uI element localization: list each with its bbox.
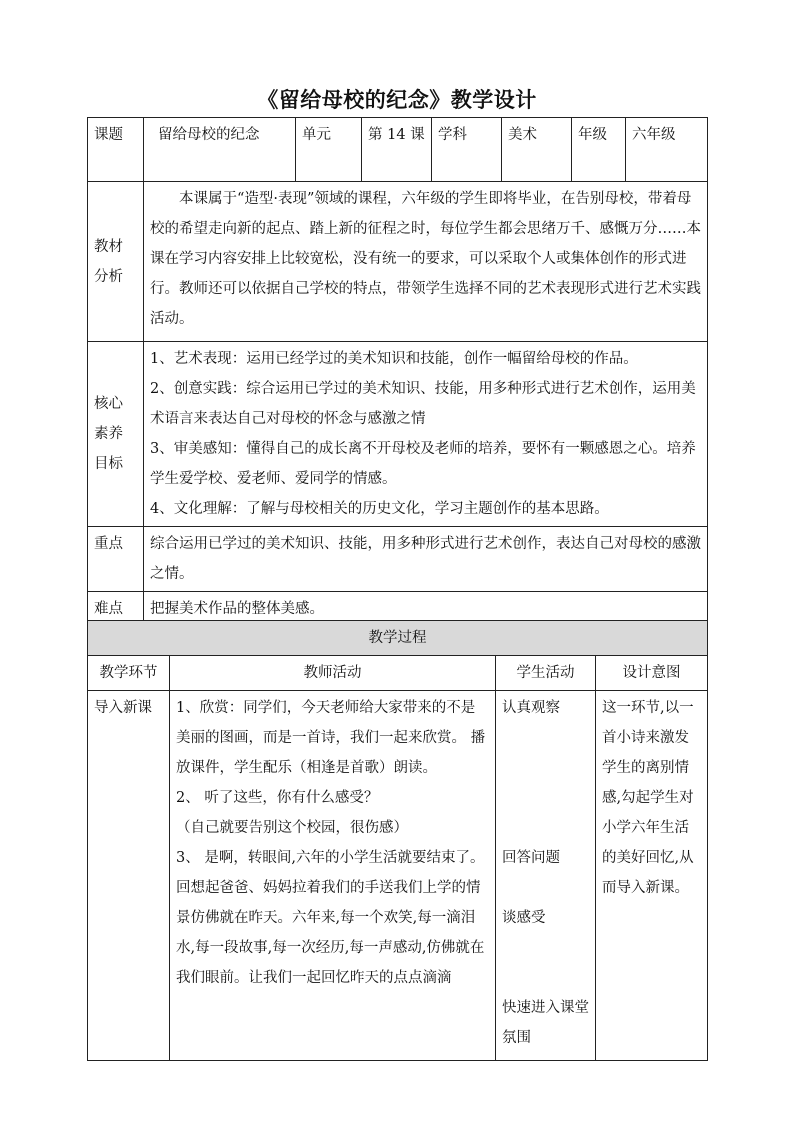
student-activity-2: 回答问题 xyxy=(502,850,560,866)
unit-label: 单元 xyxy=(296,118,362,182)
teacher-step-2-answer: （自己就要告别这个校园，很伤感） xyxy=(176,820,408,836)
teacher-step-2: 2、 听了这些，你有什么感受？ xyxy=(176,790,379,806)
col-intent: 设计意图 xyxy=(596,656,708,691)
document-title: 《留给母校的纪念》教学设计 xyxy=(257,87,537,112)
info-table xyxy=(87,117,708,627)
student-cell xyxy=(496,691,596,1061)
core-item-3: 3、审美感知：懂得自己的成长离不开母校及老师的培养，要怀有一颗感恩之心。培养学生爱学校、爱老师、爱同学的情感。 xyxy=(150,441,696,487)
difficulty-label: 难点 xyxy=(88,592,144,627)
process-title-row xyxy=(88,621,708,656)
header-row xyxy=(88,118,708,182)
teacher-step-3: 3、 是啊，转眼间,六年的小学生活就要结束了。回想起爸爸、妈妈拉着我们的手送我们上学的情景仿佛就在昨天。六年来,每一个欢笑,每一滴泪水,每一段故事,每一次经历,每一声感动,仿佛就在我们眼前。让我们一起回忆昨天的点点滴滴 xyxy=(176,850,485,986)
analysis-label: 教材分析 xyxy=(88,182,144,342)
intent-cell: 这一环节,以一首小诗来激发学生的离别情感,勾起学生对小学六年生活的美好回忆,从而导入新课。 xyxy=(596,691,708,1061)
process-row xyxy=(88,691,708,1061)
teacher-cell xyxy=(170,691,496,1061)
core-items xyxy=(144,342,708,527)
col-stage: 教学环节 xyxy=(88,656,170,691)
core-item-4: 4、文化理解：了解与母校相关的历史文化，学习主题创作的基本思路。 xyxy=(150,501,609,517)
process-title: 教学过程 xyxy=(88,621,708,656)
grade-label: 年级 xyxy=(572,118,626,182)
process-table xyxy=(87,620,708,1061)
key-label: 重点 xyxy=(88,527,144,592)
core-item-1: 1、艺术表现：运用已经学过的美术知识和技能，创作一幅留给母校的作品。 xyxy=(150,351,638,367)
analysis-row xyxy=(88,182,708,342)
core-row xyxy=(88,342,708,527)
analysis-text: 本课属于“造型·表现”领域的课程，六年级的学生即将毕业，在告别母校，带着母校的希望走向新的起点、踏上新的征程之时，每位学生都会思绪万千、感慨万分……本课在学习内容安排上比较宽松，没有统一的要求，可以采取个人或集体创作的形式进行。教师还可以依据自己学校的特点，带领学生选择不同的艺术表现形式进行艺术实践活动。 xyxy=(144,182,708,342)
difficulty-text: 把握美术作品的整体美感。 xyxy=(144,592,708,627)
col-student: 学生活动 xyxy=(496,656,596,691)
core-label: 核心素养目标 xyxy=(88,342,144,527)
topic-value: 留给母校的纪念 xyxy=(144,118,296,182)
topic-label: 课题 xyxy=(88,118,144,182)
student-activity-3: 谈感受 xyxy=(502,910,546,926)
teacher-step-1: 1、欣赏：同学们，今天老师给大家带来的不是美丽的图画，而是一首诗，我们一起来欣赏。 播放课件，学生配乐（相逢是首歌）朗读。 xyxy=(176,700,486,776)
subject-label: 学科 xyxy=(432,118,502,182)
student-activity-1: 认真观察 xyxy=(502,700,560,716)
stage-cell: 导入新课 xyxy=(88,691,170,1061)
col-teacher: 教师活动 xyxy=(170,656,496,691)
subject-value: 美术 xyxy=(502,118,572,182)
core-item-2: 2、创意实践：综合运用已学过的美术知识、技能，用多种形式进行艺术创作，运用美术语言来表达自己对母校的怀念与感激之情 xyxy=(150,381,696,427)
grade-value: 六年级 xyxy=(626,118,708,182)
process-columns-row xyxy=(88,656,708,691)
student-activity-4: 快速进入课堂氛围 xyxy=(502,1000,589,1046)
key-text: 综合运用已学过的美术知识、技能，用多种形式进行艺术创作，表达自己对母校的感激之情。 xyxy=(144,527,708,592)
key-row xyxy=(88,527,708,592)
unit-value: 第 14 课 xyxy=(362,118,432,182)
